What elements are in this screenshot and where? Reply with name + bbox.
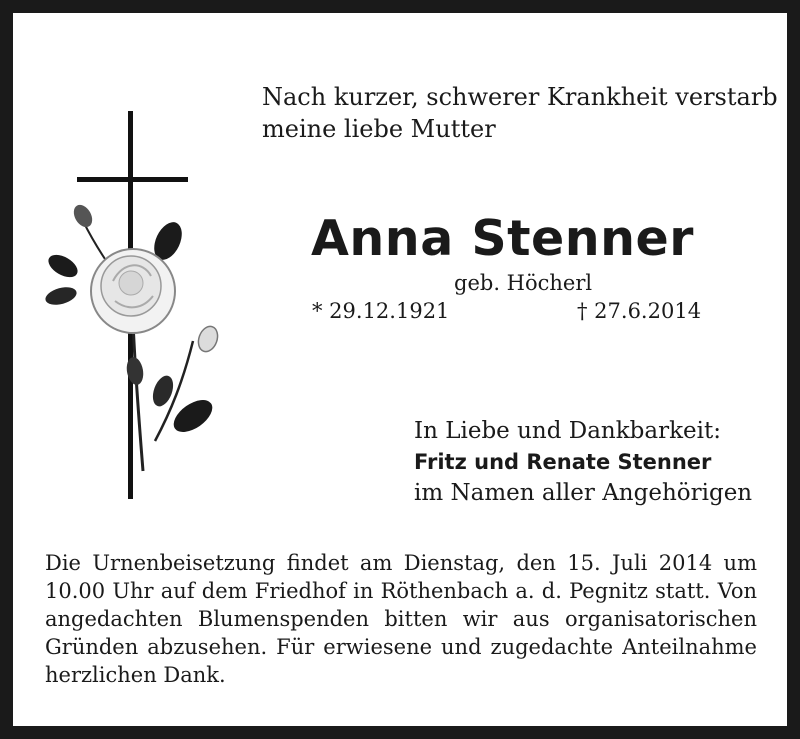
intro-line-2: meine liebe Mutter xyxy=(262,115,496,143)
thanks-line-3: im Namen aller Angehörigen xyxy=(414,480,753,506)
death-date: † 27.6.2014 xyxy=(577,299,702,323)
birth-date: * 29.12.1921 xyxy=(312,299,450,323)
obituary-notice xyxy=(13,13,787,726)
thanks-block xyxy=(414,416,752,509)
thanks-line-1: In Liebe und Dankbarkeit: xyxy=(414,418,721,444)
maiden-name: geb. Höcherl xyxy=(454,271,593,295)
funeral-details: Die Urnenbeisetzung findet am Dienstag, den 15. Juli 2014 um 10.00 Uhr auf dem Friedhof in Röthenbach a. d. Pegnitz statt. Von angedachten Blumenspenden bitten wir aus organisatorischen Gründen abzusehen. Für erwiesene und zugedachte Anteilnahme herzlichen Dank. xyxy=(45,551,757,687)
mourner-names: Fritz und Renate Stenner xyxy=(414,450,712,474)
deceased-name: Anna Stenner xyxy=(311,210,694,267)
intro-text xyxy=(262,81,778,145)
intro-line-1: Nach kurzer, schwerer Krankheit verstarb xyxy=(262,83,778,111)
cross-with-rose-icon xyxy=(43,111,233,511)
